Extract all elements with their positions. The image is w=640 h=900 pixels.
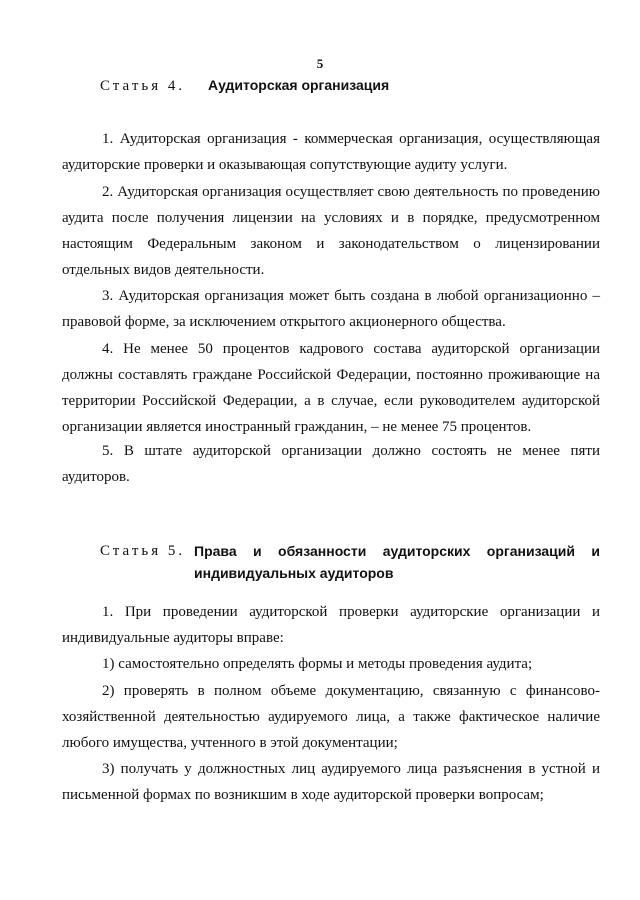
article-5-title-line-1: Права и обязанности аудиторских организаций и (194, 543, 600, 559)
article-5-title-line-2: индивидуальных аудиторов (194, 565, 394, 581)
article-5-paragraph-1: 1. При проведении аудиторской проверки аудиторские организации и индивидуальные аудиторы вправе: (62, 604, 600, 646)
article-4-paragraph-2: 2. Аудиторская организация осуществляет свою деятельность по проведению аудита после получения лицензии на условиях и в порядке, предусмотренном настоящим Федеральным законом и законодательством о лицензировании отдельных видов деятельности. (62, 184, 600, 278)
article-5-item-3: 3) получать у должностных лиц аудируемого лица разъяснения в устной и письменной формах по возникшим в ходе аудиторской проверки вопросам; (62, 761, 600, 803)
page-number: 5 (316, 56, 324, 71)
article-4-label: Статья 4. (100, 78, 186, 94)
article-5-heading (100, 540, 600, 584)
article-4-paragraph-1: 1. Аудиторская организация - коммерческая организация, осуществляющая аудиторские проверки и оказывающая сопутствующие аудиту услуги. (62, 131, 600, 173)
article-5-label: Статья 5. (100, 543, 186, 559)
article-5-item-1: 1) самостоятельно определять формы и методы проведения аудита; (102, 656, 533, 672)
article-4-title: Аудиторская организация (208, 77, 390, 93)
article-4-paragraph-3: 3. Аудиторская организация может быть создана в любой организационно – правовой форме, за исключением открытого акционерного общества. (62, 288, 600, 330)
article-4-paragraph-5: 5. В штате аудиторской организации должно состоять не менее пяти аудиторов. (62, 443, 600, 485)
article-4-paragraph-4: 4. Не менее 50 процентов кадрового состава аудиторской организации должны составлять граждане Российской Федерации, постоянно проживающие на территории Российской Федерации, а в случае, если руководителем аудиторской организации является иностранный гражданин, – не менее 75 процентов. (62, 341, 600, 435)
article-5-item-2: 2) проверять в полном объеме документацию, связанную с финансово-хозяйственной деятельностью аудируемого лица, а также фактическое наличие любого имущества, учтенного в этой документации; (62, 683, 600, 751)
article-4-heading (100, 74, 600, 97)
